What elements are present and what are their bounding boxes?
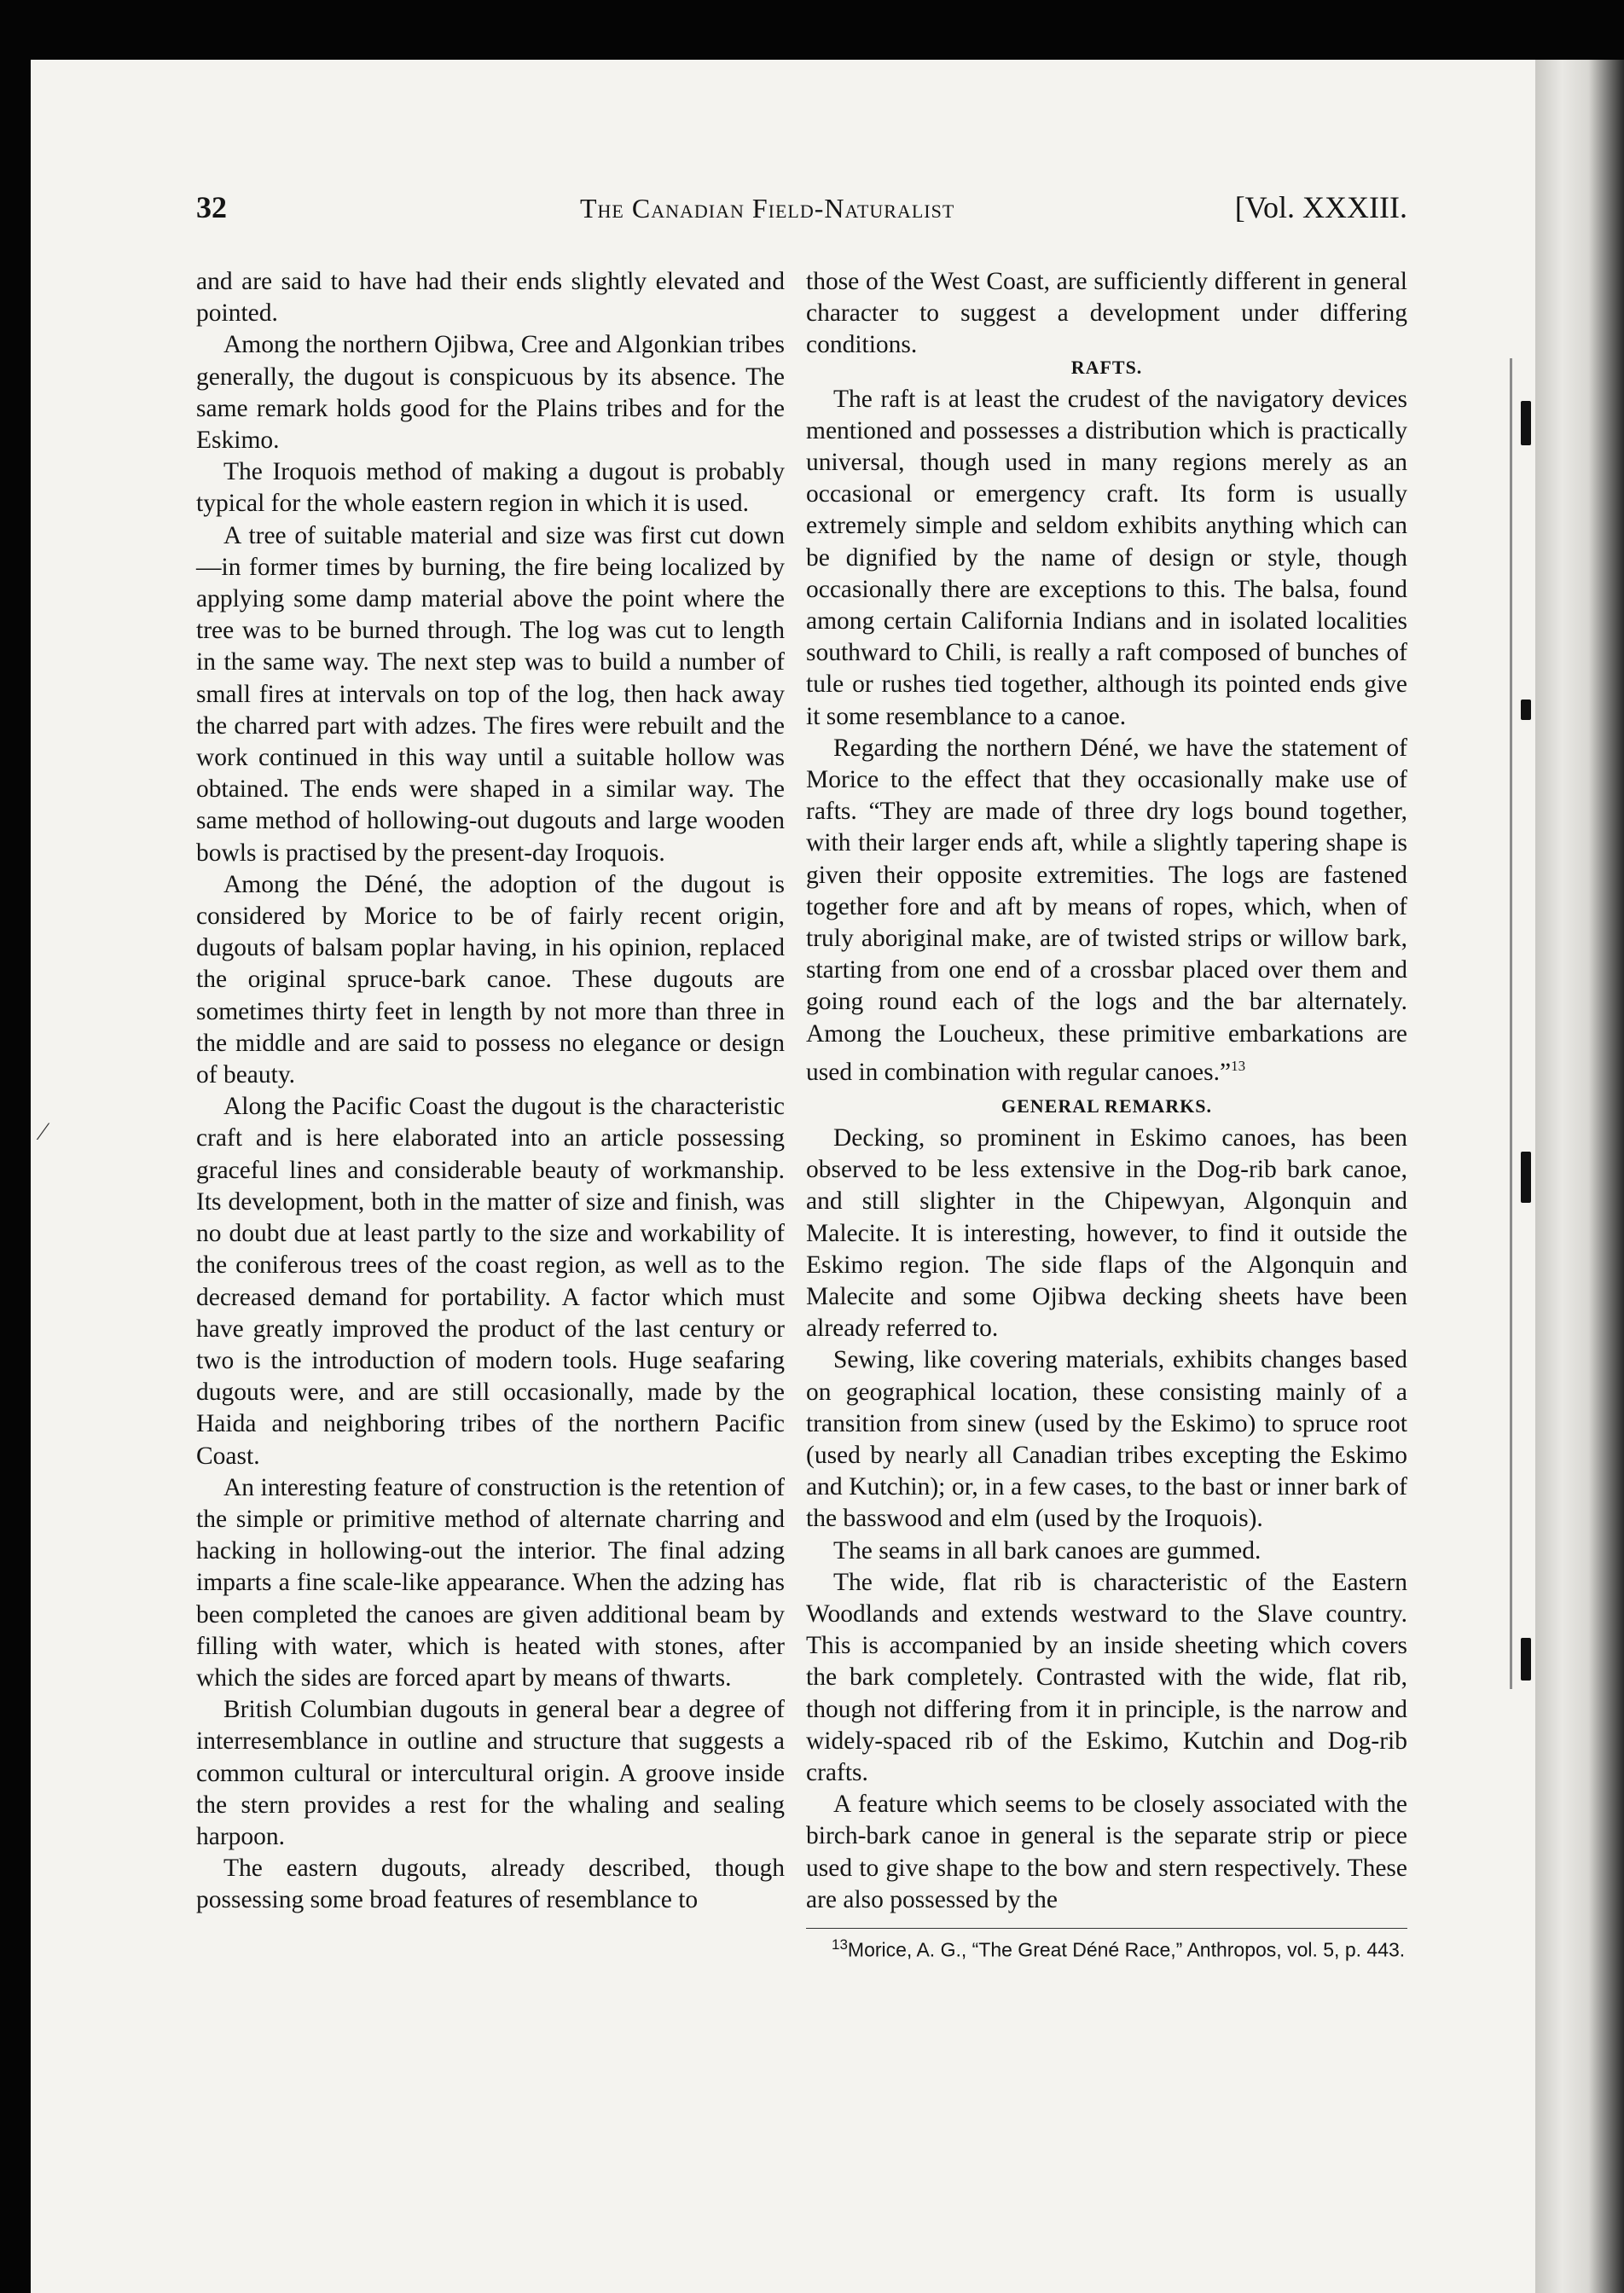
paragraph bbox=[806, 733, 1407, 1088]
paragraph: A feature which seems to be closely associated with the birch-bark canoe in general is the separate strip or piece used to give shape to the bow and stern respectively. These are also possessed by the bbox=[806, 1791, 1407, 1913]
paragraph: An interesting feature of construction is the retention of the simple or primitive method of alternate charring and hacking in hollowing-out the interior. The final adzing imparts a fine scale-like appearance. When the adzing has been completed the canoes are given additional beam by filling with water, which is heated with stones, after which the sides are forced apart by means of thwarts. bbox=[196, 1473, 785, 1692]
page-number: 32 bbox=[196, 190, 227, 224]
staple bbox=[1521, 1152, 1531, 1203]
staple bbox=[1521, 700, 1531, 720]
staple bbox=[1521, 1638, 1531, 1681]
running-head bbox=[196, 189, 1407, 241]
paragraph: The eastern dugouts, already described, though possessing some broad features of resemblance to bbox=[196, 1855, 785, 1914]
footnote-text: Morice, A. G., “The Great Déné Race,” Anthropos, vol. 5, p. 443. bbox=[847, 1938, 1406, 1961]
left-column bbox=[196, 266, 785, 1917]
margin-mark: ⁄ bbox=[41, 1117, 46, 1146]
paragraph: those of the West Coast, are sufficiently different in general character to suggest a development under differing conditions. bbox=[806, 268, 1407, 359]
section-heading-general-remarks: GENERAL REMARKS. bbox=[1000, 1094, 1213, 1117]
footnote bbox=[806, 1928, 1407, 1961]
binding-line bbox=[1510, 358, 1512, 1689]
footnote-number: 13 bbox=[832, 1936, 848, 1953]
volume-label: [Vol. XXXIII. bbox=[1234, 190, 1407, 224]
paragraph: Sewing, like covering materials, exhibits changes based on geographical location, these consisting mainly of a transition from sinew (used by the Eskimo) to spruce root (used by nearly all Canadian tribes excepting the Eskimo and Kutchin); or, in a few cases, to the bast or inner bark of the basswood and elm (used by the Iroquois). bbox=[806, 1346, 1407, 1533]
right-column bbox=[806, 266, 1407, 1961]
paragraph: The seams in all bark canoes are gummed. bbox=[833, 1536, 1262, 1564]
paragraph: Among the northern Ojibwa, Cree and Algonkian tribes generally, the dugout is conspicuous by its absence. The same remark holds good for the Plains tribes and for the Eskimo. bbox=[196, 331, 785, 455]
journal-title: The Canadian Field-Naturalist bbox=[580, 193, 955, 223]
binding-edge bbox=[1535, 60, 1624, 2293]
section-heading-rafts: RAFTS. bbox=[1070, 356, 1143, 378]
footnote-marker: 13 bbox=[1231, 1057, 1246, 1074]
paragraph: A tree of suitable material and size was first cut down—in former times by burning, the fire being localized by applying some damp material above the point where the tree was to be burned through. The log was cut to length in the same way. The next step was to build a number of small fires at intervals on top of the log, then hack away the charred part with adzes. The fires were rebuilt and the work continued in this way until a suitable hollow was obtained. The ends were shaped in a similar way. The same method of hollowing-out dugouts and large wooden bowls is practised by the present-day Iroquois. bbox=[196, 521, 785, 867]
paragraph: Decking, so prominent in Eskimo canoes, has been observed to be less extensive in the Dog-rib bark canoe, and still slighter in the Chipewyan, Algonquin and Malecite. It is interesting, however, to find it outside the Eskimo region. The side flaps of the Algonquin and Malecite and some Ojibwa decking sheets have been already referred to. bbox=[806, 1123, 1407, 1343]
paragraph: Among the Déné, the adoption of the dugout is considered by Morice to be of fairly recent origin, dugouts of balsam poplar having, in his opinion, replaced the original spruce-bark canoe. These dugouts are sometimes thirty feet in length by not more than three in the middle and are said to possess no elegance or design of beauty. bbox=[196, 870, 785, 1089]
paragraph: The wide, flat rib is characteristic of the Eastern Woodlands and extends westward to the Slave country. This is accompanied by an inside sheeting which covers the bark completely. Contrasted with the wide, flat rib, though not differing from it in principle, is the narrow and widely-spaced rib of the Eskimo, Kutchin and Dog-rib crafts. bbox=[806, 1568, 1407, 1786]
paragraph: and are said to have had their ends slightly elevated and pointed. bbox=[196, 268, 785, 328]
paragraph: The Iroquois method of making a dugout is probably typical for the whole eastern region in which it is used. bbox=[196, 458, 785, 518]
paragraph: The raft is at least the crudest of the navigatory devices mentioned and possesses a distribution which is practically universal, though used in many regions merely as an occasional or emergency craft. Its form is usually extremely simple and seldom exhibits anything which can be dignified by the name of design or style, though occasionally there are exceptions to this. The balsa, found among certain California Indians and in isolated localities southward to Chili, is really a raft composed of bunches of tule or rushes tied together, although its pointed ends give it some resemblance to a canoe. bbox=[806, 385, 1407, 730]
paragraph: British Columbian dugouts in general bear a degree of interresemblance in outline and structure that suggests a common cultural or intercultural origin. A groove inside the stern provides a rest for the whaling and sealing harpoon. bbox=[196, 1696, 785, 1850]
staple bbox=[1521, 401, 1531, 445]
quote-text: Regarding the northern Déné, we have the statement of Morice to the effect that they occasionally make use of rafts. “They are made of three dry logs bound together, with their larger ends aft, while a slightly tapering shape is given their opposite extremities. The logs are fastened together fore and aft by means of ropes, which, when of truly aboriginal make, are of twisted strips or willow bark, starting from one end of a crossbar placed over them and going round each of the logs and the bar alternately. Among the Loucheux, these primitive embarkations are used in combination with regular canoes.” bbox=[806, 734, 1407, 1086]
paragraph: Along the Pacific Coast the dugout is the characteristic craft and is here elaborated into an article possessing graceful lines and considerable beauty of workmanship. Its development, both in the matter of size and finish, was no doubt due at least partly to the size and workability of the coniferous trees of the coast region, as well as to the decreased demand for portability. A factor which must have greatly improved the product of the last century or two is the introduction of modern tools. Huge seafaring dugouts were, and are still occasionally, made by the Haida and neighboring tribes of the northern Pacific Coast. bbox=[196, 1093, 785, 1470]
